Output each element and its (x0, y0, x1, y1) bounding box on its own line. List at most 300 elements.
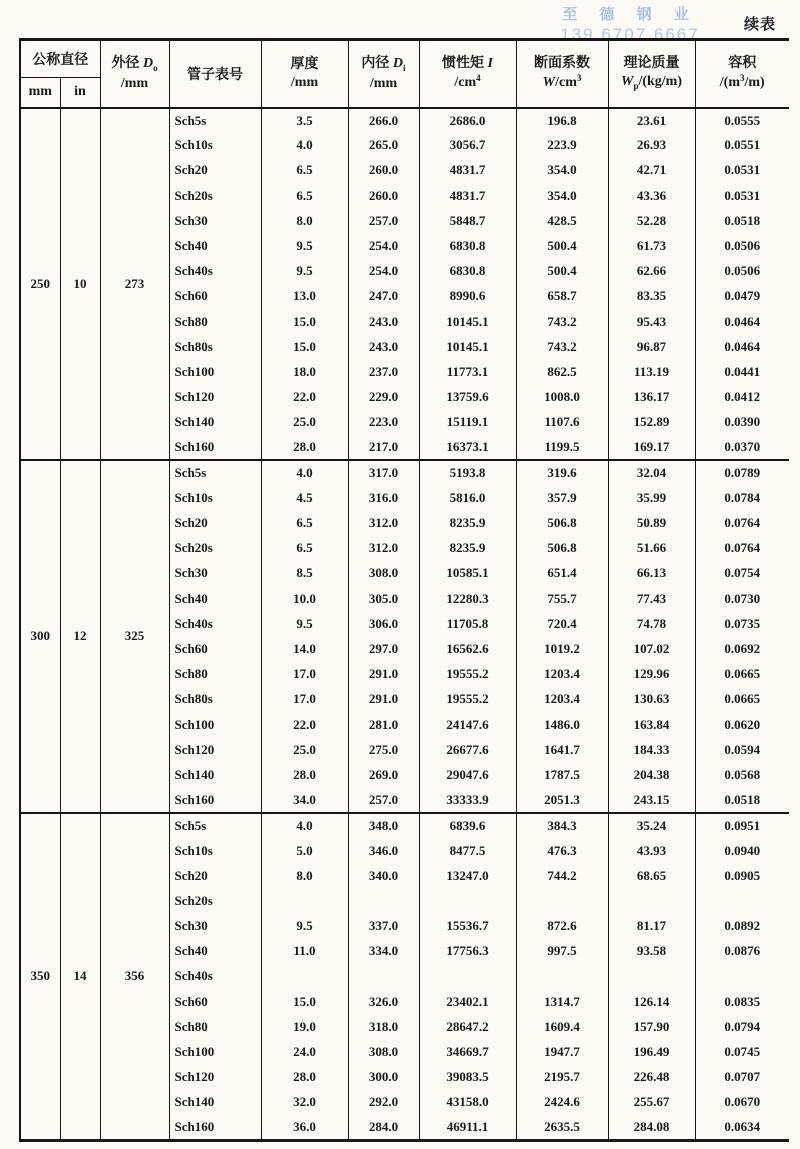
cell-section-modulus: 2051.3 (516, 788, 608, 813)
cell-theoretical-mass (608, 888, 695, 913)
cell-moment-of-inertia: 26677.6 (419, 737, 516, 762)
cell-section-modulus: 357.9 (516, 485, 608, 510)
cell-schedule-number: Sch160 (169, 1115, 261, 1140)
cell-inner-diameter: 306.0 (348, 611, 419, 636)
cell-section-modulus: 2424.6 (516, 1090, 608, 1115)
cell-moment-of-inertia: 5816.0 (419, 485, 516, 510)
cell-section-modulus: 1486.0 (516, 712, 608, 737)
cell-schedule-number: Sch30 (169, 914, 261, 939)
cell-schedule-number: Sch20 (169, 511, 261, 536)
cell-inner-diameter: 254.0 (348, 233, 419, 258)
cell-schedule-number: Sch20s (169, 536, 261, 561)
cell-schedule-number: Sch40 (169, 586, 261, 611)
cell-thickness: 6.5 (261, 511, 348, 536)
cell-theoretical-mass: 81.17 (608, 914, 695, 939)
cell-volume: 0.0794 (695, 1014, 789, 1039)
cell-section-modulus: 1641.7 (516, 737, 608, 762)
cell-moment-of-inertia: 43158.0 (419, 1090, 516, 1115)
cell-inner-diameter: 237.0 (348, 359, 419, 384)
cell-theoretical-mass: 243.15 (608, 788, 695, 813)
cell-theoretical-mass: 83.35 (608, 284, 695, 309)
cell-moment-of-inertia: 13759.6 (419, 385, 516, 410)
cell-theoretical-mass: 42.71 (608, 158, 695, 183)
cell-section-modulus: 1609.4 (516, 1014, 608, 1039)
header-volume: 容积 $/(m^3/m)$ (695, 40, 789, 108)
cell-theoretical-mass: 107.02 (608, 636, 695, 661)
cell-volume: 0.0754 (695, 561, 789, 586)
cell-volume: 0.0905 (695, 863, 789, 888)
cell-section-modulus: 1314.7 (516, 989, 608, 1014)
cell-thickness: 14.0 (261, 636, 348, 661)
cell-inner-diameter: 275.0 (348, 737, 419, 762)
cell-inner-diameter: 265.0 (348, 133, 419, 158)
cell-nominal-in: 14 (60, 813, 100, 1140)
cell-moment-of-inertia: 10585.1 (419, 561, 516, 586)
cell-section-modulus: 743.2 (516, 334, 608, 359)
cell-theoretical-mass: 62.66 (608, 259, 695, 284)
cell-section-modulus: 1019.2 (516, 636, 608, 661)
cell-theoretical-mass: 130.63 (608, 687, 695, 712)
cell-volume: 0.0892 (695, 914, 789, 939)
cell-inner-diameter: 254.0 (348, 259, 419, 284)
cell-theoretical-mass: 96.87 (608, 334, 695, 359)
cell-inner-diameter: 243.0 (348, 309, 419, 334)
cell-schedule-number: Sch10s (169, 485, 261, 510)
cell-inner-diameter: 281.0 (348, 712, 419, 737)
cell-thickness: 15.0 (261, 989, 348, 1014)
cell-schedule-number: Sch5s (169, 108, 261, 133)
cell-thickness: 11.0 (261, 939, 348, 964)
header-outer-diameter: 外径 $D_o$ /mm (100, 40, 169, 108)
cell-thickness: 17.0 (261, 662, 348, 687)
cell-section-modulus: 1203.4 (516, 662, 608, 687)
cell-thickness: 4.0 (261, 133, 348, 158)
cell-volume: 0.0789 (695, 460, 789, 485)
cell-inner-diameter: 247.0 (348, 284, 419, 309)
cell-inner-diameter: 229.0 (348, 385, 419, 410)
cell-volume: 0.0784 (695, 485, 789, 510)
cell-thickness: 28.0 (261, 762, 348, 787)
cell-volume: 0.0876 (695, 939, 789, 964)
cell-schedule-number: Sch20 (169, 158, 261, 183)
header-nominal-diameter (20, 40, 100, 78)
cell-inner-diameter (348, 964, 419, 989)
cell-section-modulus (516, 964, 608, 989)
cell-theoretical-mass: 95.43 (608, 309, 695, 334)
cell-schedule-number: Sch120 (169, 737, 261, 762)
cell-volume: 0.0531 (695, 183, 789, 208)
cell-inner-diameter: 308.0 (348, 561, 419, 586)
cell-section-modulus: 2635.5 (516, 1115, 608, 1140)
cell-volume (695, 888, 789, 913)
cell-inner-diameter: 348.0 (348, 813, 419, 838)
cell-section-modulus: 1203.4 (516, 687, 608, 712)
cell-inner-diameter: 292.0 (348, 1090, 419, 1115)
cell-theoretical-mass: 52.28 (608, 208, 695, 233)
cell-thickness: 6.5 (261, 536, 348, 561)
cell-thickness: 5.0 (261, 838, 348, 863)
cell-inner-diameter: 223.0 (348, 410, 419, 435)
cell-volume: 0.0555 (695, 108, 789, 133)
cell-section-modulus: 500.4 (516, 259, 608, 284)
cell-moment-of-inertia: 11705.8 (419, 611, 516, 636)
cell-schedule-number: Sch30 (169, 208, 261, 233)
cell-volume: 0.0390 (695, 410, 789, 435)
cell-section-modulus: 319.6 (516, 460, 608, 485)
cell-schedule-number: Sch40s (169, 611, 261, 636)
cell-thickness: 8.0 (261, 863, 348, 888)
cell-thickness: 22.0 (261, 712, 348, 737)
cell-section-modulus: 506.8 (516, 511, 608, 536)
cell-schedule-number: Sch100 (169, 712, 261, 737)
cell-theoretical-mass: 226.48 (608, 1065, 695, 1090)
header-section-modulus: 断面系数 $W/cm^3$ (516, 40, 608, 108)
cell-volume: 0.0764 (695, 511, 789, 536)
cell-schedule-number: Sch20s (169, 183, 261, 208)
cell-theoretical-mass: 50.89 (608, 511, 695, 536)
cell-volume: 0.0634 (695, 1115, 789, 1140)
cell-schedule-number: Sch20s (169, 888, 261, 913)
cell-theoretical-mass: 93.58 (608, 939, 695, 964)
cell-outer-diameter: 273 (100, 108, 169, 461)
cell-moment-of-inertia: 23402.1 (419, 989, 516, 1014)
cell-volume: 0.0551 (695, 133, 789, 158)
cell-volume: 0.0506 (695, 259, 789, 284)
cell-schedule-number: Sch10s (169, 133, 261, 158)
cell-inner-diameter: 284.0 (348, 1115, 419, 1140)
cell-inner-diameter: 260.0 (348, 158, 419, 183)
cell-inner-diameter: 257.0 (348, 788, 419, 813)
cell-inner-diameter: 305.0 (348, 586, 419, 611)
cell-moment-of-inertia: 5848.7 (419, 208, 516, 233)
cell-volume: 0.0735 (695, 611, 789, 636)
cell-section-modulus: 755.7 (516, 586, 608, 611)
cell-inner-diameter: 346.0 (348, 838, 419, 863)
cell-moment-of-inertia: 10145.1 (419, 334, 516, 359)
cell-moment-of-inertia: 17756.3 (419, 939, 516, 964)
cell-volume: 0.0707 (695, 1065, 789, 1090)
cell-inner-diameter: 340.0 (348, 863, 419, 888)
header-unit-mm: mm (20, 78, 60, 108)
cell-theoretical-mass: 23.61 (608, 108, 695, 133)
cell-inner-diameter: 308.0 (348, 1039, 419, 1064)
cell-section-modulus: 872.6 (516, 914, 608, 939)
cell-inner-diameter: 326.0 (348, 989, 419, 1014)
cell-schedule-number: Sch20 (169, 863, 261, 888)
pipe-spec-table (19, 38, 789, 1142)
cell-thickness: 25.0 (261, 737, 348, 762)
cell-section-modulus: 1107.6 (516, 410, 608, 435)
cell-schedule-number: Sch120 (169, 385, 261, 410)
cell-volume: 0.0479 (695, 284, 789, 309)
header-inner-diameter: 内径 $D_i$ /mm (348, 40, 419, 108)
cell-theoretical-mass: 32.04 (608, 460, 695, 485)
cell-thickness (261, 888, 348, 913)
cell-theoretical-mass: 152.89 (608, 410, 695, 435)
cell-schedule-number: Sch140 (169, 1090, 261, 1115)
cell-volume: 0.0670 (695, 1090, 789, 1115)
cell-volume: 0.0665 (695, 687, 789, 712)
cell-thickness: 22.0 (261, 385, 348, 410)
cell-section-modulus: 196.8 (516, 108, 608, 133)
cell-thickness: 25.0 (261, 410, 348, 435)
cell-moment-of-inertia: 34669.7 (419, 1039, 516, 1064)
cell-schedule-number: Sch80s (169, 687, 261, 712)
cell-volume: 0.0594 (695, 737, 789, 762)
cell-schedule-number: Sch40s (169, 964, 261, 989)
cell-schedule-number: Sch60 (169, 284, 261, 309)
cell-schedule-number: Sch10s (169, 838, 261, 863)
cell-schedule-number: Sch80 (169, 662, 261, 687)
cell-section-modulus: 506.8 (516, 536, 608, 561)
cell-theoretical-mass: 66.13 (608, 561, 695, 586)
continued-table-label: 续表 (744, 17, 777, 33)
cell-moment-of-inertia: 39083.5 (419, 1065, 516, 1090)
cell-section-modulus: 997.5 (516, 939, 608, 964)
cell-nominal-mm: 250 (20, 108, 60, 461)
cell-schedule-number: Sch160 (169, 435, 261, 460)
cell-thickness: 3.5 (261, 108, 348, 133)
cell-section-modulus: 1947.7 (516, 1039, 608, 1064)
cell-thickness: 6.5 (261, 158, 348, 183)
cell-inner-diameter: 297.0 (348, 636, 419, 661)
cell-thickness (261, 964, 348, 989)
cell-theoretical-mass: 136.17 (608, 385, 695, 410)
cell-moment-of-inertia: 4831.7 (419, 158, 516, 183)
cell-nominal-mm: 300 (20, 460, 60, 813)
cell-volume: 0.0464 (695, 309, 789, 334)
cell-moment-of-inertia: 6830.8 (419, 233, 516, 258)
cell-theoretical-mass: 77.43 (608, 586, 695, 611)
cell-section-modulus: 1199.5 (516, 435, 608, 460)
cell-moment-of-inertia: 46911.1 (419, 1115, 516, 1140)
cell-theoretical-mass: 51.66 (608, 536, 695, 561)
cell-thickness: 32.0 (261, 1090, 348, 1115)
cell-schedule-number: Sch60 (169, 636, 261, 661)
cell-moment-of-inertia: 24147.6 (419, 712, 516, 737)
cell-volume (695, 964, 789, 989)
cell-moment-of-inertia: 15119.1 (419, 410, 516, 435)
cell-theoretical-mass: 157.90 (608, 1014, 695, 1039)
cell-volume: 0.0464 (695, 334, 789, 359)
cell-section-modulus: 476.3 (516, 838, 608, 863)
cell-inner-diameter: 316.0 (348, 485, 419, 510)
cell-thickness: 15.0 (261, 334, 348, 359)
watermark-phone-text: 139 6707 6667 (560, 25, 700, 44)
cell-schedule-number: Sch80s (169, 334, 261, 359)
cell-section-modulus: 223.9 (516, 133, 608, 158)
cell-moment-of-inertia: 16562.6 (419, 636, 516, 661)
cell-theoretical-mass: 284.08 (608, 1115, 695, 1140)
header-moment-of-inertia: 惯性矩 I $/cm^4$ (419, 40, 516, 108)
cell-schedule-number: Sch5s (169, 460, 261, 485)
cell-thickness: 8.0 (261, 208, 348, 233)
cell-schedule-number: Sch80 (169, 309, 261, 334)
cell-schedule-number: Sch80 (169, 1014, 261, 1039)
cell-thickness: 34.0 (261, 788, 348, 813)
cell-volume: 0.0730 (695, 586, 789, 611)
cell-moment-of-inertia: 13247.0 (419, 863, 516, 888)
cell-theoretical-mass: 126.14 (608, 989, 695, 1014)
cell-schedule-number: Sch140 (169, 762, 261, 787)
cell-volume: 0.0568 (695, 762, 789, 787)
cell-inner-diameter: 334.0 (348, 939, 419, 964)
cell-inner-diameter: 317.0 (348, 460, 419, 485)
cell-inner-diameter: 291.0 (348, 662, 419, 687)
cell-schedule-number: Sch60 (169, 989, 261, 1014)
cell-schedule-number: Sch140 (169, 410, 261, 435)
cell-theoretical-mass: 255.67 (608, 1090, 695, 1115)
cell-theoretical-mass: 74.78 (608, 611, 695, 636)
cell-thickness: 36.0 (261, 1115, 348, 1140)
cell-volume: 0.0441 (695, 359, 789, 384)
cell-theoretical-mass (608, 964, 695, 989)
cell-theoretical-mass: 129.96 (608, 662, 695, 687)
cell-thickness: 24.0 (261, 1039, 348, 1064)
header-theoretical-mass: 理论质量 $W_p/(kg/m)$ (608, 40, 695, 108)
cell-theoretical-mass: 35.99 (608, 485, 695, 510)
cell-moment-of-inertia: 5193.8 (419, 460, 516, 485)
cell-theoretical-mass: 35.24 (608, 813, 695, 838)
cell-inner-diameter: 291.0 (348, 687, 419, 712)
table-header (20, 40, 789, 108)
cell-moment-of-inertia: 6830.8 (419, 259, 516, 284)
cell-inner-diameter: 260.0 (348, 183, 419, 208)
cell-moment-of-inertia: 8235.9 (419, 511, 516, 536)
cell-section-modulus: 1787.5 (516, 762, 608, 787)
cell-moment-of-inertia: 8235.9 (419, 536, 516, 561)
cell-thickness: 28.0 (261, 435, 348, 460)
cell-volume: 0.0620 (695, 712, 789, 737)
cell-inner-diameter: 217.0 (348, 435, 419, 460)
cell-schedule-number: Sch100 (169, 1039, 261, 1064)
cell-schedule-number: Sch100 (169, 359, 261, 384)
cell-theoretical-mass: 163.84 (608, 712, 695, 737)
cell-moment-of-inertia: 19555.2 (419, 662, 516, 687)
cell-moment-of-inertia: 4831.7 (419, 183, 516, 208)
cell-moment-of-inertia: 16373.1 (419, 435, 516, 460)
cell-section-modulus: 2195.7 (516, 1065, 608, 1090)
cell-section-modulus: 384.3 (516, 813, 608, 838)
cell-inner-diameter: 269.0 (348, 762, 419, 787)
cell-moment-of-inertia: 6839.6 (419, 813, 516, 838)
cell-schedule-number: Sch40s (169, 259, 261, 284)
cell-moment-of-inertia: 10145.1 (419, 309, 516, 334)
cell-moment-of-inertia (419, 964, 516, 989)
cell-outer-diameter: 325 (100, 460, 169, 813)
cell-schedule-number: Sch40 (169, 233, 261, 258)
cell-moment-of-inertia: 29047.6 (419, 762, 516, 787)
cell-theoretical-mass: 43.93 (608, 838, 695, 863)
cell-inner-diameter (348, 888, 419, 913)
cell-volume: 0.0412 (695, 385, 789, 410)
cell-moment-of-inertia: 12280.3 (419, 586, 516, 611)
cell-schedule-number: Sch120 (169, 1065, 261, 1090)
cell-moment-of-inertia: 8990.6 (419, 284, 516, 309)
cell-section-modulus: 354.0 (516, 158, 608, 183)
cell-thickness: 15.0 (261, 309, 348, 334)
cell-thickness: 4.0 (261, 813, 348, 838)
cell-section-modulus: 720.4 (516, 611, 608, 636)
cell-thickness: 17.0 (261, 687, 348, 712)
cell-moment-of-inertia: 33333.9 (419, 788, 516, 813)
cell-inner-diameter: 257.0 (348, 208, 419, 233)
cell-volume: 0.0764 (695, 536, 789, 561)
cell-inner-diameter: 337.0 (348, 914, 419, 939)
cell-thickness: 8.5 (261, 561, 348, 586)
cell-thickness: 4.0 (261, 460, 348, 485)
cell-inner-diameter: 312.0 (348, 511, 419, 536)
cell-inner-diameter: 300.0 (348, 1065, 419, 1090)
cell-section-modulus: 500.4 (516, 233, 608, 258)
cell-outer-diameter: 356 (100, 813, 169, 1140)
cell-nominal-mm: 350 (20, 813, 60, 1140)
cell-section-modulus: 658.7 (516, 284, 608, 309)
header-thickness: 厚度 /mm (261, 40, 348, 108)
table-row (20, 460, 789, 485)
cell-volume: 0.0951 (695, 813, 789, 838)
cell-schedule-number: Sch40 (169, 939, 261, 964)
table-row (20, 108, 789, 133)
cell-nominal-in: 12 (60, 460, 100, 813)
cell-thickness: 19.0 (261, 1014, 348, 1039)
table-body (20, 108, 789, 1141)
cell-section-modulus: 1008.0 (516, 385, 608, 410)
cell-theoretical-mass: 68.65 (608, 863, 695, 888)
cell-thickness: 9.5 (261, 259, 348, 284)
cell-thickness: 9.5 (261, 233, 348, 258)
cell-inner-diameter: 318.0 (348, 1014, 419, 1039)
cell-thickness: 9.5 (261, 914, 348, 939)
cell-volume: 0.0370 (695, 435, 789, 460)
cell-theoretical-mass: 169.17 (608, 435, 695, 460)
cell-moment-of-inertia: 2686.0 (419, 108, 516, 133)
header-schedule-number: 管子表号 (169, 40, 261, 108)
cell-volume: 0.0531 (695, 158, 789, 183)
cell-theoretical-mass: 204.38 (608, 762, 695, 787)
cell-theoretical-mass: 43.36 (608, 183, 695, 208)
cell-schedule-number: Sch5s (169, 813, 261, 838)
watermark-company-text: 至 德 钢 业 (562, 6, 698, 23)
cell-section-modulus (516, 888, 608, 913)
cell-thickness: 6.5 (261, 183, 348, 208)
cell-moment-of-inertia: 3056.7 (419, 133, 516, 158)
cell-moment-of-inertia (419, 888, 516, 913)
cell-volume: 0.0518 (695, 208, 789, 233)
cell-nominal-in: 10 (60, 108, 100, 461)
cell-theoretical-mass: 113.19 (608, 359, 695, 384)
cell-moment-of-inertia: 19555.2 (419, 687, 516, 712)
cell-volume: 0.0518 (695, 788, 789, 813)
cell-volume: 0.0940 (695, 838, 789, 863)
cell-thickness: 10.0 (261, 586, 348, 611)
cell-volume: 0.0692 (695, 636, 789, 661)
cell-thickness: 13.0 (261, 284, 348, 309)
cell-theoretical-mass: 61.73 (608, 233, 695, 258)
cell-volume: 0.0665 (695, 662, 789, 687)
cell-thickness: 18.0 (261, 359, 348, 384)
cell-volume: 0.0506 (695, 233, 789, 258)
cell-thickness: 9.5 (261, 611, 348, 636)
cell-theoretical-mass: 26.93 (608, 133, 695, 158)
table-row (20, 813, 789, 838)
cell-schedule-number: Sch160 (169, 788, 261, 813)
cell-theoretical-mass: 196.49 (608, 1039, 695, 1064)
cell-thickness: 4.5 (261, 485, 348, 510)
cell-inner-diameter: 312.0 (348, 536, 419, 561)
cell-section-modulus: 651.4 (516, 561, 608, 586)
cell-section-modulus: 862.5 (516, 359, 608, 384)
